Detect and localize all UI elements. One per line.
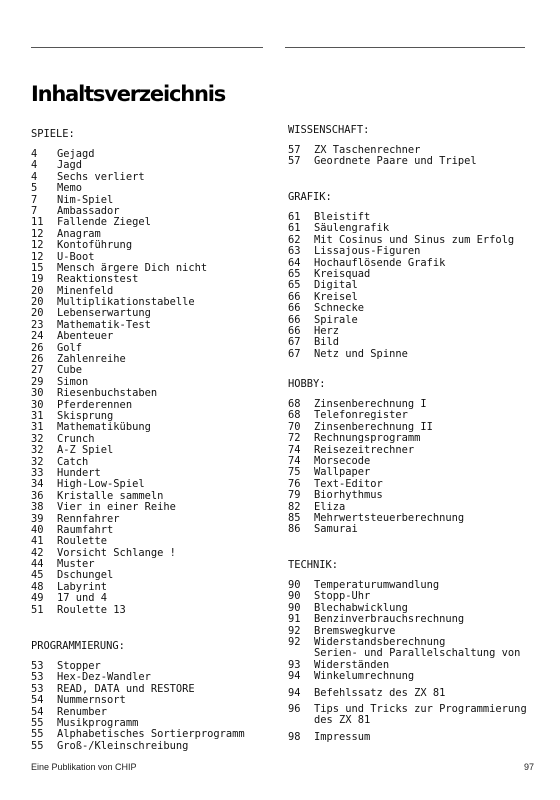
entry-title: Bremswegkurve (314, 624, 396, 637)
entry-title: Gejagd (57, 148, 95, 160)
entry-title: Zinsenberechnung I (314, 398, 427, 410)
section-heading: GRAFIK: (288, 191, 332, 203)
entry-title: Kreisel (314, 290, 358, 303)
entry-page-number: 20 (31, 296, 44, 309)
toc-entry (288, 688, 527, 699)
entry-page-number: 66 (288, 302, 301, 315)
entry-title: Netz und Spinne (314, 347, 408, 360)
entry-page-number: 26 (31, 341, 44, 354)
entry-title: Jagd (57, 159, 83, 172)
entry-page-number: 38 (31, 501, 44, 514)
entry-page-number: 53 (31, 671, 44, 684)
entry-page-number: 23 (31, 318, 44, 331)
entry-page-number: 74 (288, 454, 301, 467)
entry-page-number: 32 (31, 444, 44, 457)
entry-title: Text-Editor (314, 477, 383, 490)
entry-title: Dschungel (57, 569, 114, 582)
entry-page-number: 94 (288, 670, 301, 683)
section-items (31, 149, 207, 616)
entry-title: Mathematik-Test (57, 318, 151, 331)
entry-title: Stopp-Uhr (314, 590, 371, 603)
entry-page-number: 42 (31, 546, 44, 559)
entry-page-number: 85 (288, 511, 301, 524)
section-grafik (288, 190, 514, 360)
entry-title: Befehlssatz des ZX 81 (314, 686, 446, 699)
entry-title: Reaktionstest (57, 273, 139, 286)
section-spiele (31, 127, 207, 616)
footer-publisher: Eine Publikation von CHIP (31, 762, 137, 772)
entry-page-number: 90 (288, 590, 301, 603)
entry-title: Eliza (314, 500, 346, 513)
entry-page-number: 49 (31, 592, 44, 605)
entry-page-number: 30 (31, 398, 44, 411)
toc-entry (288, 303, 514, 314)
entry-page-number: 39 (31, 512, 44, 525)
entry-page-number: 86 (288, 523, 301, 536)
entry-page-number: 92 (288, 624, 301, 637)
entry-title: READ, DATA und RESTORE (57, 682, 195, 695)
toc-entry (288, 524, 464, 535)
entry-title: Fallende Ziegel (57, 216, 151, 229)
entry-title: Reisezeitrechner (314, 443, 415, 456)
entry-page-number: 55 (31, 716, 44, 729)
entry-title: Rennfahrer (57, 512, 120, 525)
section-items (288, 399, 464, 536)
entry-title: Nummernsort (57, 694, 126, 707)
section-items (288, 145, 477, 168)
entry-title: Samurai (314, 523, 358, 536)
entry-title: Serien- und Parallelschaltung von (314, 647, 521, 660)
toc-entry (31, 388, 207, 399)
entry-title: Widerstandsberechnung (314, 635, 446, 648)
entry-page-number: 5 (31, 182, 38, 195)
entry-page-number: 74 (288, 443, 301, 456)
entry-title: Cube (57, 364, 83, 377)
toc-entry (31, 741, 245, 752)
entry-title: Zinsenberechnung II (314, 420, 433, 433)
section-items (288, 580, 527, 743)
section-items (288, 212, 514, 360)
entry-page-number: 30 (31, 387, 44, 400)
section-heading: HOBBY: (288, 378, 326, 390)
entry-page-number: 29 (31, 375, 44, 388)
entry-title: Groß-/Kleinschreibung (57, 739, 189, 752)
entry-title: Minenfeld (57, 284, 114, 297)
entry-page-number: 33 (31, 466, 44, 479)
right-column (288, 0, 528, 760)
entry-page-number: 57 (288, 155, 301, 168)
entry-page-number: 66 (288, 290, 301, 303)
toc-entry (288, 246, 514, 257)
entry-title: Simon (57, 375, 89, 388)
entry-page-number: 75 (288, 466, 301, 479)
entry-title: Bild (314, 336, 340, 349)
entry-page-number: 90 (288, 601, 301, 614)
entry-page-number: 7 (31, 204, 38, 217)
toc-entry (31, 536, 207, 547)
entry-page-number: 34 (31, 478, 44, 491)
entry-page-number: 91 (288, 613, 301, 626)
entry-page-number: 94 (288, 686, 301, 699)
entry-title: Spirale (314, 313, 358, 326)
entry-title: Geordnete Paare und Tripel (314, 155, 477, 168)
toc-entry (288, 671, 527, 682)
entry-page-number: 53 (31, 660, 44, 672)
section-items (31, 661, 245, 752)
entry-page-number: 67 (288, 336, 301, 349)
entry-title: Hundert (57, 466, 101, 479)
toc-entry (31, 593, 207, 604)
entry-page-number: 55 (31, 739, 44, 752)
entry-page-number: 54 (31, 705, 44, 718)
entry-title: Impressum (314, 730, 371, 743)
entry-page-number: 65 (288, 267, 301, 280)
entry-title: Musikprogramm (57, 716, 139, 729)
entry-title: Bleistift (314, 211, 371, 223)
entry-title: Renumber (57, 705, 108, 718)
entry-page-number: 20 (31, 307, 44, 320)
toc-entry (31, 479, 207, 490)
entry-page-number: 65 (288, 279, 301, 292)
entry-page-number: 82 (288, 500, 301, 513)
entry-title: Multiplikationstabelle (57, 296, 195, 309)
toc-entry (31, 240, 207, 251)
entry-title: Kontoführung (57, 239, 133, 252)
entry-title: Winkelumrechnung (314, 670, 415, 683)
entry-page-number: 76 (288, 477, 301, 490)
entry-title: Sechs verliert (57, 170, 145, 183)
entry-title: Zahlenreihe (57, 353, 126, 366)
entry-title: Mit Cosinus und Sinus zum Erfolg (314, 233, 515, 246)
toc-entry (31, 695, 245, 706)
entry-title: Roulette (57, 535, 108, 548)
entry-page-number: 66 (288, 324, 301, 337)
section-technik (288, 558, 527, 743)
entry-page-number: 15 (31, 261, 44, 274)
entry-title: Mensch ärgere Dich nicht (57, 261, 208, 274)
entry-title: Tips und Tricks zur Programmierung (314, 702, 527, 715)
toc-entry (31, 274, 207, 285)
entry-page-number: 7 (31, 193, 38, 206)
entry-page-number: 61 (288, 211, 301, 223)
entry-page-number: 93 (288, 658, 301, 671)
entry-title: Blechabwicklung (314, 601, 408, 614)
entry-title: Hochauflösende Grafik (314, 256, 446, 269)
entry-page-number: 51 (31, 603, 44, 616)
section-programmierung (31, 639, 245, 752)
section-wissenschaft (288, 123, 477, 168)
toc-entry (288, 715, 527, 726)
entry-page-number: 70 (288, 420, 301, 433)
entry-title: Labyrint (57, 580, 108, 593)
section-heading: PROGRAMMIERUNG: (31, 640, 125, 652)
entry-title: Catch (57, 455, 89, 468)
entry-page-number: 4 (31, 159, 38, 172)
entry-title: ZX Taschenrechner (314, 144, 421, 156)
entry-title: Kristalle sammeln (57, 489, 164, 502)
entry-title: Kreisquad (314, 267, 371, 280)
entry-page-number: 53 (31, 682, 44, 695)
entry-title: Herz (314, 324, 340, 337)
toc-entry (288, 732, 527, 743)
entry-title: Stopper (57, 660, 101, 672)
entry-page-number: 66 (288, 313, 301, 326)
entry-title: Crunch (57, 432, 95, 445)
entry-title: Mathematikübung (57, 421, 151, 434)
toc-entry (31, 502, 207, 513)
section-heading: TECHNIK: (288, 559, 339, 571)
entry-title: High-Low-Spiel (57, 478, 145, 491)
entry-title: 17 und 4 (57, 592, 108, 605)
entry-title: Nim-Spiel (57, 193, 114, 206)
entry-page-number: 92 (288, 635, 301, 648)
toc-entry (288, 349, 514, 360)
entry-page-number: 12 (31, 239, 44, 252)
entry-title: Telefonregister (314, 409, 408, 422)
entry-title: Riesenbuchstaben (57, 387, 158, 400)
entry-page-number: 55 (31, 728, 44, 741)
section-heading: WISSENSCHAFT: (288, 124, 370, 136)
toc-entry (288, 433, 464, 444)
entry-page-number: 98 (288, 730, 301, 743)
entry-page-number: 96 (288, 702, 301, 715)
entry-title: Abenteuer (57, 330, 114, 343)
entry-page-number: 4 (31, 170, 38, 183)
entry-title: Vier in einer Reihe (57, 501, 176, 514)
page-title: Inhaltsverzeichnis (31, 82, 226, 106)
entry-page-number: 40 (31, 523, 44, 536)
entry-title: Roulette 13 (57, 603, 126, 616)
toc-entry (31, 445, 207, 456)
entry-title: Säulengrafik (314, 222, 390, 235)
entry-page-number: 79 (288, 489, 301, 502)
entry-page-number: 68 (288, 398, 301, 410)
entry-page-number: 31 (31, 421, 44, 434)
entry-title: Vorsicht Schlange ! (57, 546, 176, 559)
entry-title: des ZX 81 (314, 714, 371, 727)
entry-page-number: 68 (288, 409, 301, 422)
entry-page-number: 31 (31, 409, 44, 422)
toc-entry (288, 614, 527, 625)
entry-title: U-Boot (57, 250, 95, 263)
entry-page-number: 12 (31, 250, 44, 263)
entry-page-number: 64 (288, 256, 301, 269)
entry-title: Raumfahrt (57, 523, 114, 536)
entry-page-number: 90 (288, 579, 301, 591)
entry-page-number: 48 (31, 580, 44, 593)
entry-title: Biorhythmus (314, 489, 383, 502)
entry-title: Lebenserwartung (57, 307, 151, 320)
entry-page-number: 32 (31, 455, 44, 468)
entry-title: Morsecode (314, 454, 371, 467)
entry-page-number: 63 (288, 245, 301, 258)
entry-title: Pferderennen (57, 398, 133, 411)
entry-page-number: 32 (31, 432, 44, 445)
toc-entry (288, 156, 477, 167)
left-column (31, 0, 271, 760)
entry-page-number: 61 (288, 222, 301, 235)
entry-page-number: 72 (288, 432, 301, 445)
entry-title: Benzinverbrauchsrechnung (314, 613, 465, 626)
entry-title: Skisprung (57, 409, 114, 422)
entry-title: Wallpaper (314, 466, 371, 479)
entry-title: Ambassador (57, 204, 120, 217)
entry-page-number: 11 (31, 216, 44, 229)
entry-title: Schnecke (314, 302, 365, 315)
section-hobby (288, 377, 464, 536)
toc-entry (288, 490, 464, 501)
entry-page-number: 54 (31, 694, 44, 707)
entry-page-number: 19 (31, 273, 44, 286)
entry-page-number (288, 715, 314, 726)
entry-page-number: 67 (288, 347, 301, 360)
entry-page-number: 12 (31, 227, 44, 240)
section-heading: SPIELE: (31, 128, 75, 140)
entry-title: Digital (314, 279, 358, 292)
entry-page-number: 27 (31, 364, 44, 377)
entry-title: Anagram (57, 227, 101, 240)
toc-entry (288, 337, 514, 348)
entry-page-number: 24 (31, 330, 44, 343)
entry-title: Golf (57, 341, 83, 354)
entry-page-number: 20 (31, 284, 44, 297)
entry-title: Memo (57, 182, 83, 195)
entry-page-number: 57 (288, 144, 301, 156)
entry-title: Temperaturumwandlung (314, 579, 440, 591)
entry-page-number: 4 (31, 148, 38, 160)
entry-title: Mehrwertsteuerberechnung (314, 511, 465, 524)
entry-title: Rechnungsprogramm (314, 432, 421, 445)
page-number: 97 (524, 762, 535, 772)
entry-title: Widerständen (314, 658, 390, 671)
entry-title: A-Z Spiel (57, 444, 114, 457)
entry-page-number: 45 (31, 569, 44, 582)
entry-title: Lissajous-Figuren (314, 245, 421, 258)
toc-entry (31, 331, 207, 342)
entry-page-number: 62 (288, 233, 301, 246)
entry-page-number: 44 (31, 558, 44, 571)
toc-entry (31, 183, 207, 194)
entry-page-number: 36 (31, 489, 44, 502)
entry-title: Hex-Dez-Wandler (57, 671, 151, 684)
toc-entry (31, 605, 207, 616)
entry-page-number: 26 (31, 353, 44, 366)
entry-title: Muster (57, 558, 95, 571)
entry-page-number: 41 (31, 535, 44, 548)
entry-title: Alphabetisches Sortierprogramm (57, 728, 245, 741)
